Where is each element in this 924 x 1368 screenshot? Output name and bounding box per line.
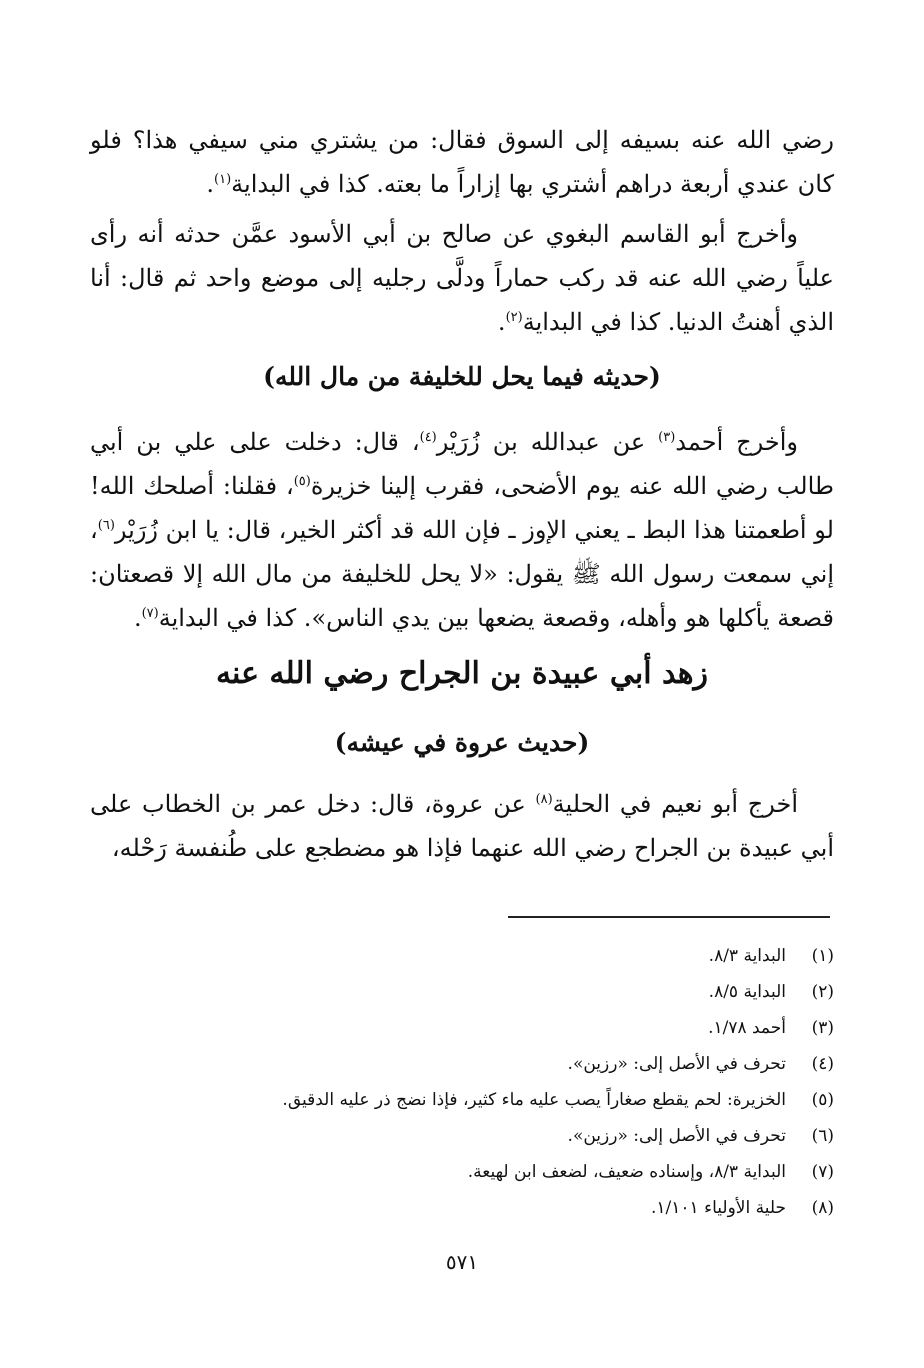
paragraph-text — [90, 420, 834, 640]
footnote-number: (٧) — [811, 1162, 834, 1182]
footnote-ref: (٥) — [293, 474, 311, 489]
footnote-separator — [508, 916, 830, 918]
footnote-ref: (٧) — [141, 606, 159, 621]
footnote-text: البداية ٨/٣. — [708, 946, 786, 966]
paragraph-segment: عن عروة، قال: دخل عمر بن الخطاب على أبي عبيدة بن الجراح رضي الله عنهما فإذا هو مضطجع على طُنفسة رَحْله، — [90, 790, 834, 862]
footnote-text: البداية ٨/٥. — [708, 982, 786, 1002]
footnote-text: حلية الأولياء ١/١٠١. — [651, 1198, 786, 1218]
paragraph-segment: ، إني سمعت رسول الله ﷺ يقول: «لا يحل للخليفة من مال الله إلا قصعتان: قصعة يأكلها هو وأهله، وقصعة يضعها بين يدي الناس». كذا في البداية — [90, 516, 834, 632]
paragraph-segment: وأخرج أحمد — [675, 428, 799, 456]
section-heading-caliph-allowance: (حديثه فيما يحل للخليفة من مال الله) — [263, 362, 661, 391]
footnote-number: (٨) — [811, 1198, 834, 1218]
footnote-item — [90, 1118, 834, 1154]
footnote-ref: (٢) — [505, 310, 523, 325]
footnote-text: أحمد ١/٧٨. — [708, 1018, 786, 1038]
paragraph-2 — [90, 212, 834, 344]
footnote-item — [90, 974, 834, 1010]
paragraph-segment: . — [133, 604, 142, 632]
paragraph-3 — [90, 420, 834, 640]
paragraph-segment: وأخرج أبو القاسم البغوي عن صالح بن أبي الأسود عمَّن حدثه أنه رأى علياً رضي الله عنه قد ركب حماراً ودلَّى رجليه إلى موضع واحد ثم قال: أنا الذي أهنتُ الدنيا. كذا في البداية — [90, 220, 834, 336]
page-number: ٥٧١ — [445, 1250, 479, 1274]
paragraph-segment: . — [206, 170, 215, 198]
footnote-item — [90, 938, 834, 974]
footnote-text: البداية ٨/٣، وإسناده ضعيف، لضعف ابن لهيعة. — [467, 1162, 786, 1182]
footnote-ref: (٤) — [419, 430, 437, 445]
footnote-ref: (١) — [214, 172, 232, 187]
footnote-ref: (٦) — [97, 518, 115, 533]
footnote-number: (٥) — [811, 1090, 834, 1110]
paragraph-segment: . — [497, 308, 506, 336]
footnotes-list — [90, 938, 834, 1226]
footnote-item — [90, 1010, 834, 1046]
paragraph-segment: أخرج أبو نعيم في الحلية — [552, 790, 798, 818]
footnote-item — [90, 1046, 834, 1082]
footnote-number: (٣) — [811, 1018, 834, 1038]
paragraph-4 — [90, 782, 834, 870]
footnote-item — [90, 1082, 834, 1118]
paragraph-segment: ، فقلنا: أصلحك الله! لو أطعمتنا هذا البط ـ يعني الإوز ـ فإن الله قد أكثر الخير، قال: يا ابن زُرَيْر — [90, 472, 834, 544]
paragraph-text — [90, 212, 834, 344]
paragraph-segment: عن عبدالله بن زُرَيْر — [436, 428, 659, 456]
paragraph-segment: ، قال: دخلت على علي بن أبي طالب رضي الله عنه يوم الأضحى، فقرب إلينا خزيرة — [90, 428, 834, 500]
paragraph-text — [90, 782, 834, 870]
footnote-number: (٦) — [811, 1126, 834, 1146]
footnote-text: الخزيرة: لحم يقطع صغاراً يصب عليه ماء كثير، فإذا نضج ذر عليه الدقيق. — [282, 1090, 786, 1110]
footnote-number: (١) — [811, 946, 834, 966]
section-heading-urwah: (حديث عروة في عيشه) — [334, 728, 590, 757]
paragraph-1 — [90, 118, 834, 206]
footnote-number: (٤) — [811, 1054, 834, 1074]
footnote-number: (٢) — [811, 982, 834, 1002]
paragraph-segment: رضي الله عنه بسيفه إلى السوق فقال: من يشتري مني سيفي هذا؟ فلو كان عندي أربعة دراهم أشتري بها إزاراً ما بعته. كذا في البداية — [90, 126, 834, 198]
footnote-item — [90, 1190, 834, 1226]
paragraph-text — [90, 118, 834, 206]
chapter-heading-abu-ubaidah: زهد أبي عبيدة بن الجراح رضي الله عنه — [215, 656, 709, 691]
footnote-text: تحرف في الأصل إلى: «رزين». — [567, 1126, 786, 1146]
footnote-item — [90, 1154, 834, 1190]
footnote-ref: (٨) — [535, 792, 553, 807]
footnote-text: تحرف في الأصل إلى: «رزين». — [567, 1054, 786, 1074]
footnote-ref: (٣) — [658, 430, 676, 445]
